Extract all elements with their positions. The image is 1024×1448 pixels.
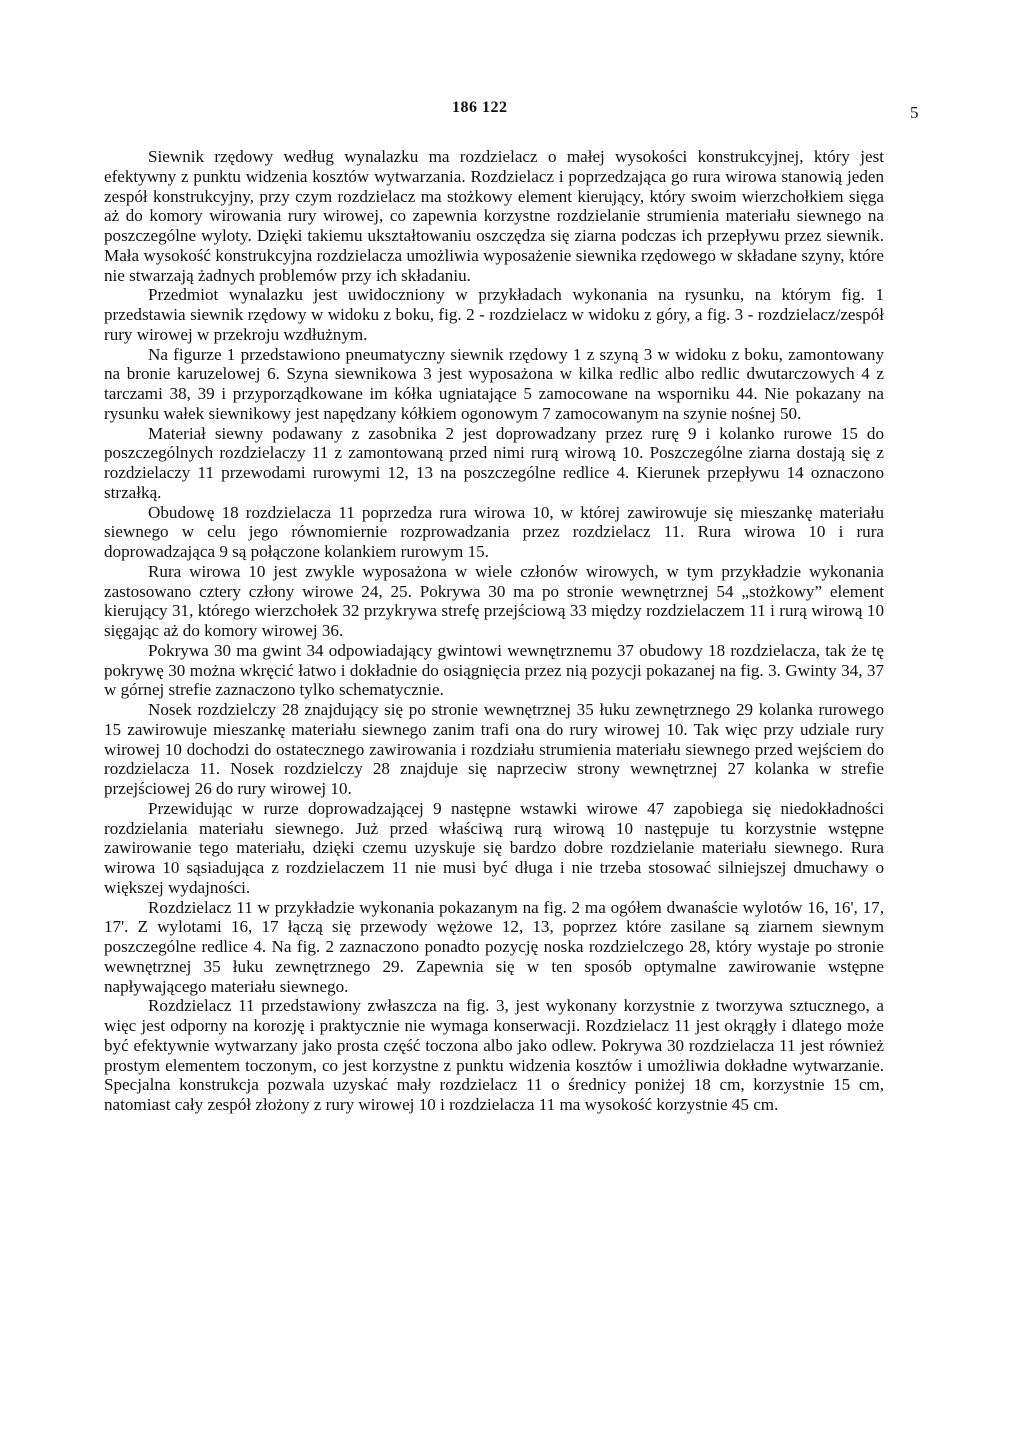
paragraph: Przewidując w rurze doprowadzającej 9 następne wstawki wirowe 47 zapobiega się niedokładności rozdzielania materiału siewnego. Już przed właściwą rurą wirową 10 następuje tu korzystnie wstępne zawirowanie tego materiału, dzięki czemu uzyskuje się bardzo dobre rozdzielanie materiału siewnego. Rura wirowa 10 sąsiadująca z rozdzielaczem 11 nie musi być długa i nie trzeba stosować silniejszej dmuchawy o większej wydajności. (104, 798, 884, 897)
paragraph: Przedmiot wynalazku jest uwidoczniony w przykładach wykonania na rysunku, na którym fig. 1 przedstawia siewnik rzędowy w widoku z boku, fig. 2 - rozdzielacz w widoku z góry, a fig. 3 - rozdzielacz/zespół rury wirowej w przekroju wzdłużnym. (104, 285, 884, 344)
paragraph: Materiał siewny podawany z zasobnika 2 jest doprowadzany przez rurę 9 i kolanko rurowe 15 do poszczególnych rozdzielaczy 11 z zamontowaną przed nimi rurą wirową 10. Poszczególne ziarna dostają się z rozdzielaczy 11 przewodami rurowymi 12, 13 na poszczególne redlice 4. Kierunek przepływu 14 oznaczono strzałką. (104, 423, 884, 502)
paragraph: Rozdzielacz 11 w przykładzie wykonania pokazanym na fig. 2 ma ogółem dwanaście wylotów 16, 16', 17, 17'. Z wylotami 16, 17 łączą się przewody wężowe 12, 13, poprzez które zasilane są ziarnem siewnym poszczególne redlice 4. Na fig. 2 zaznaczono ponadto pozycję noska rozdzielczego 28, który wystaje po stronie wewnętrznej 35 łuku zewnętrznego 29. Zapewnia się w ten sposób optymalne zawirowanie wstępne napływającego materiału siewnego. (104, 897, 884, 996)
paragraph: Rozdzielacz 11 przedstawiony zwłaszcza na fig. 3, jest wykonany korzystnie z tworzywa sztucznego, a więc jest odporny na korozję i praktycznie nie wymaga konserwacji. Rozdzielacz 11 jest okrągły i dlatego może być efektywnie wytwarzany jako prosta część toczona albo jako odlew. Pokrywa 30 rozdzielacza 11 jest również prostym elementem toczonym, co jest korzystne z punktu widzenia kosztów i umożliwia dokładne wytwarzanie. Specjalna konstrukcja pozwala uzyskać mały rozdzielacz 11 o średnicy poniżej 18 cm, korzystnie 15 cm, natomiast cały zespół złożony z rury wirowej 10 i rozdzielacza 11 ma wysokość korzystnie 45 cm. (104, 996, 884, 1114)
page-number: 5 (910, 103, 919, 122)
paragraph: Pokrywa 30 ma gwint 34 odpowiadający gwintowi wewnętrznemu 37 obudowy 18 rozdzielacza, tak że tę pokrywę 30 można wkręcić łatwo i dokładnie do osiągnięcia przez nią pozycji pokazanej na fig. 3. Gwinty 34, 37 w górnej strefie zaznaczono tylko schematycznie. (104, 640, 884, 700)
paragraph: Obudowę 18 rozdzielacza 11 poprzedza rura wirowa 10, w której zawirowuje się mieszankę materiału siewnego w celu jego równomiernie rozprowadzania przez rozdzielacz 11. Rura wirowa 10 i rura doprowadzająca 9 są połączone kolankiem rurowym 15. (104, 502, 884, 561)
paragraph: Na figurze 1 przedstawiono pneumatyczny siewnik rzędowy 1 z szyną 3 w widoku z boku, zamontowany na bronie karuzelowej 6. Szyna siewnikowa 3 jest wyposażona w kilka redlic albo redlic dwutarczowych 4 z tarczami 38, 39 i przyporządkowane im kółka ugniatające 5 zamocowane na wsporniku 44. Nie pokazany na rysunku wałek siewnikowy jest napędzany kółkiem ogonowym 7 zamocowanym na szynie nośnej 50. (104, 344, 884, 423)
patent-number: 186 122 (452, 99, 508, 116)
paragraph: Rura wirowa 10 jest zwykle wyposażona w wiele członów wirowych, w tym przykładzie wykonania zastosowano cztery człony wirowe 24, 25. Pokrywa 30 ma po stronie wewnętrznej 54 „stożkowy” element kierujący 31, którego wierzchołek 32 przykrywa strefę przejściową 33 między rozdzielaczem 11 i rurą wirową 10 sięgając aż do komory wirowej 36. (104, 561, 884, 640)
body-text (104, 147, 884, 1115)
paragraph: Nosek rozdzielczy 28 znajdujący się po stronie wewnętrznej 35 łuku zewnętrznego 29 kolanka rurowego 15 zawirowuje mieszankę materiału siewnego zanim trafi ona do rury wirowej 10. Tak więc przy udziale rury wirowej 10 dochodzi do ostatecznego zawirowania i rozdziału strumienia materiału siewnego przed wejściem do rozdzielacza 11. Nosek rozdzielczy 28 znajduje się naprzeciw strony wewnętrznej 27 kolanka w strefie przejściowej 26 do rury wirowej 10. (104, 700, 884, 798)
paragraph: Siewnik rzędowy według wynalazku ma rozdzielacz o małej wysokości konstrukcyjnej, który jest efektywny z punktu widzenia kosztów wytwarzania. Rozdzielacz i poprzedzająca go rura wirowa stanowią jeden zespół konstrukcyjny, przy czym rozdzielacz ma stożkowy element kierujący, który swoim wierzchołkiem sięga aż do komory wirowania rury wirowej, co zapewnia korzystne rozdzielanie strumienia materiału siewnego na poszczególne wyloty. Dzięki takiemu ukształtowaniu oszczędza się ziarna podczas ich przepływu przez siewnik. Mała wysokość konstrukcyjna rozdzielacza umożliwia wyposażenie siewnika rzędowego w składane szyny, które nie stwarzają żadnych problemów przy ich składaniu. (104, 147, 884, 285)
